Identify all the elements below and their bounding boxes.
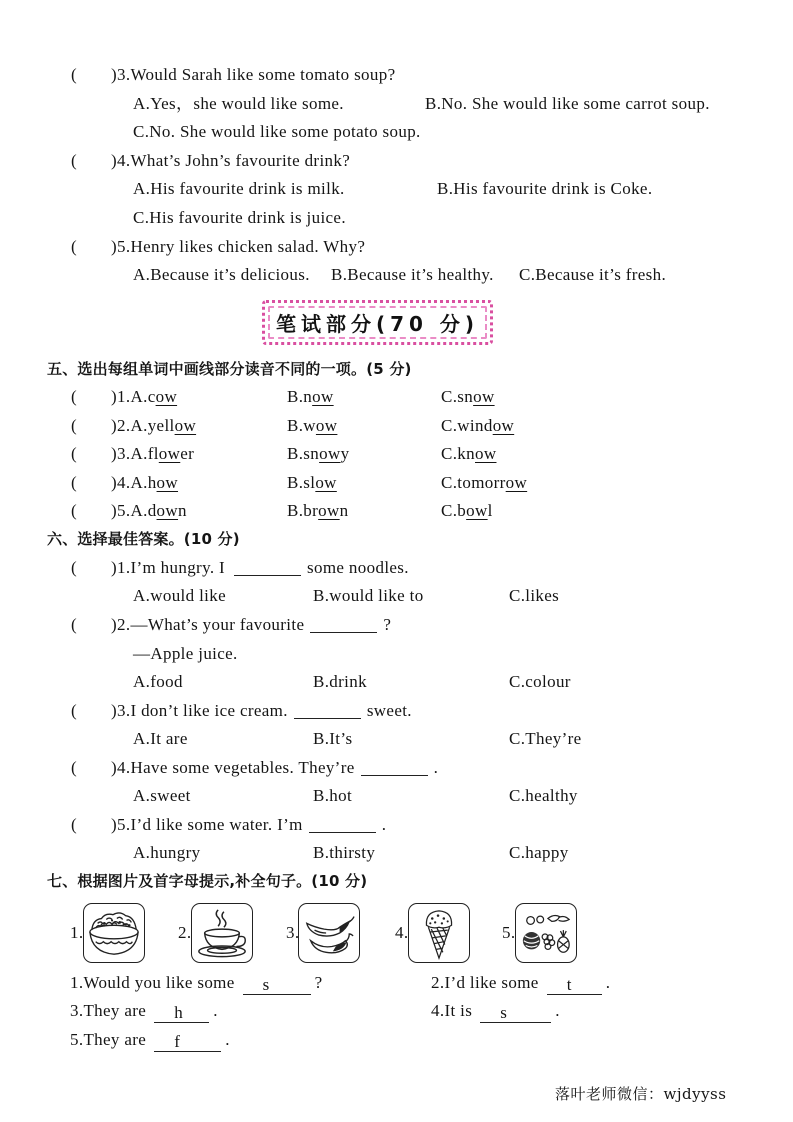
word-prefix: C.b [441, 501, 467, 520]
option-b: B.would like to [313, 586, 424, 605]
answer-bracket-close: ) [111, 558, 118, 577]
answer-bracket-close: ) [111, 615, 118, 634]
option-a: A.sweet [133, 786, 191, 805]
stem-before: 3.I don’t like ice cream. [117, 701, 288, 720]
word-prefix: C.tomorr [441, 473, 506, 492]
answer-bracket-close: ) [111, 65, 118, 84]
answer-bracket-close: ) [111, 758, 118, 777]
word-suffix: er [180, 444, 195, 463]
listening-question-4 [111, 151, 350, 171]
option-c: C.No. She would like some potato soup. [133, 122, 421, 141]
phonics-row-5-option-c [441, 501, 493, 521]
fill-blank [547, 976, 602, 995]
phonics-row-4-option-a [111, 473, 178, 493]
picture-label: 4. [395, 923, 409, 942]
answer-bracket-open: ( [71, 615, 78, 634]
listening-question-3 [111, 65, 395, 85]
answer-bracket-close: ) [111, 387, 118, 406]
picture-2-frame [191, 903, 253, 963]
banner-title: 笔试部分(70 分) [275, 312, 480, 336]
mcq-3-stem [111, 701, 412, 721]
word-suffix: l [487, 501, 493, 520]
sentence-after: . [225, 1030, 230, 1049]
stem-before: 5.I’d like some water. I’m [117, 815, 303, 834]
option-c: C.Because it’s fresh. [519, 265, 667, 284]
initial-letter-hint: s [500, 1003, 508, 1022]
listening-question-5 [111, 237, 365, 257]
answer-bracket-close: ) [111, 501, 118, 520]
salad-bowl-icon [86, 906, 142, 960]
fill-sentence-4 [431, 1001, 560, 1021]
underlined-letters: ow [174, 416, 197, 435]
initial-letter-hint: f [174, 1032, 181, 1051]
phonics-row-3-option-a [111, 444, 194, 464]
item-number: 3. [117, 444, 131, 463]
option-c: C.colour [509, 672, 571, 691]
answer-bracket-open: ( [71, 701, 78, 720]
option-b: B.thirsty [313, 843, 376, 862]
option-a: A.It are [133, 729, 188, 748]
underlined-letters: ow [156, 501, 179, 520]
option-a: A.Because it’s delicious. [133, 265, 310, 284]
option-c: C.They’re [509, 729, 582, 748]
sentence-before: 5.They are [70, 1030, 147, 1049]
written-section-banner [262, 300, 493, 345]
underlined-letters: ow [475, 444, 497, 463]
item-number: 4. [117, 473, 131, 492]
word-prefix: B.w [287, 416, 316, 435]
word-suffix: n [339, 501, 349, 520]
answer-bracket-open: ( [71, 387, 78, 406]
option-a: A.would like [133, 586, 226, 605]
option-b: B.drink [313, 672, 367, 691]
picture-4-frame [408, 903, 470, 963]
sentence-after: . [213, 1001, 218, 1020]
question-text: 4.What’s John’s favourite drink? [117, 151, 351, 170]
underlined-letters: ow [315, 473, 337, 492]
picture-label: 3. [286, 923, 300, 942]
underlined-letters: ow [315, 416, 338, 435]
fruits-icon [518, 906, 574, 960]
section-7-heading: 七、根据图片及首字母提示,补全句子。(10 分) [47, 872, 368, 890]
phonics-row-3-option-b [287, 444, 349, 464]
phonics-row-4-option-b [287, 473, 337, 493]
option-b: B.Because it’s healthy. [331, 265, 494, 284]
picture-label: 2. [178, 923, 192, 942]
phonics-row-4-option-c [441, 473, 527, 493]
answer-bracket-close: ) [111, 701, 118, 720]
option-b: B.His favourite drink is Coke. [437, 179, 653, 198]
answer-bracket-open: ( [71, 416, 78, 435]
option-c: C.healthy [509, 786, 578, 805]
word-prefix: A.c [130, 387, 156, 406]
underlined-letters: ow [473, 387, 495, 406]
fill-blank [154, 1033, 221, 1052]
sentence-before: 4.It is [431, 1001, 473, 1020]
initial-letter-hint: t [566, 975, 572, 994]
answer-blank [294, 703, 361, 719]
answer-bracket-open: ( [71, 444, 78, 463]
stem-before: 2.—What’s your favourite [117, 615, 305, 634]
word-prefix: A.yell [130, 416, 175, 435]
dialogue-reply: —Apple juice. [133, 644, 238, 663]
section-5-heading: 五、选出每组单词中画线部分读音不同的一项。(5 分) [47, 360, 412, 378]
initial-letter-hint: h [174, 1003, 184, 1022]
phonics-row-2-option-b [287, 416, 337, 436]
footer-contact: 落叶老师微信：wjdyyss [555, 1085, 727, 1103]
word-suffix: n [178, 501, 187, 520]
word-prefix: B.n [287, 387, 313, 406]
answer-bracket-close: ) [111, 237, 118, 256]
question-text: 5.Henry likes chicken salad. Why? [117, 237, 366, 256]
section-6-heading: 六、选择最佳答案。(10 分) [47, 530, 240, 548]
word-prefix: C.sn [441, 387, 474, 406]
underlined-letters: ow [318, 501, 340, 520]
word-prefix: B.sl [287, 473, 316, 492]
word-prefix: B.br [287, 501, 319, 520]
underlined-letters: ow [312, 387, 334, 406]
stem-after: ? [383, 615, 392, 634]
picture-5-frame [515, 903, 577, 963]
phonics-row-5-option-b [287, 501, 349, 521]
fill-sentence-5 [70, 1030, 230, 1050]
fill-blank [480, 1004, 551, 1023]
underlined-letters: ow [158, 444, 181, 463]
word-prefix: C.kn [441, 444, 475, 463]
picture-label: 5. [502, 923, 516, 942]
answer-bracket-close: ) [111, 815, 118, 834]
answer-bracket-close: ) [111, 151, 118, 170]
word-prefix: C.wind [441, 416, 493, 435]
option-c: C.happy [509, 843, 569, 862]
answer-bracket-open: ( [71, 65, 78, 84]
stem-before: 4.Have some vegetables. They’re [117, 758, 355, 777]
sentence-before: 3.They are [70, 1001, 147, 1020]
answer-bracket-open: ( [71, 758, 78, 777]
option-c: C.His favourite drink is juice. [133, 208, 346, 227]
stem-after: . [381, 815, 387, 834]
ice-cream-icon [411, 906, 467, 960]
option-c: C.likes [509, 586, 560, 605]
fill-blank [154, 1004, 209, 1023]
stem-after: . [433, 758, 439, 777]
word-prefix: A.d [130, 501, 157, 520]
sentence-before: 2.I’d like some [431, 973, 539, 992]
stem-after: sweet. [366, 701, 412, 720]
phonics-row-1-option-a [111, 387, 177, 407]
initial-letter-hint: s [262, 975, 270, 994]
underlined-letters: ow [492, 416, 515, 435]
picture-label: 1. [70, 923, 84, 942]
vegetables-icon [301, 906, 357, 960]
sentence-after: ? [314, 973, 323, 992]
fill-blank [243, 976, 311, 995]
answer-bracket-close: ) [111, 416, 118, 435]
option-b: B.hot [313, 786, 353, 805]
answer-bracket-open: ( [71, 558, 78, 577]
option-a: A.His favourite drink is milk. [133, 179, 345, 198]
question-text: 3.Would Sarah like some tomato soup? [117, 65, 396, 84]
answer-bracket-open: ( [71, 473, 78, 492]
fill-sentence-1 [70, 973, 323, 993]
mcq-5-stem [111, 815, 386, 835]
option-a: A.Yes，she would like some. [133, 94, 344, 113]
answer-bracket-open: ( [71, 237, 78, 256]
picture-3-frame [298, 903, 360, 963]
answer-blank [361, 760, 428, 776]
answer-blank [234, 560, 301, 576]
item-number: 2. [117, 416, 131, 435]
option-a: A.hungry [133, 843, 201, 862]
underlined-letters: ow [505, 473, 528, 492]
coffee-cup-icon [194, 906, 250, 960]
option-b: B.No. She would like some carrot soup. [425, 94, 710, 113]
phonics-row-1-option-c [441, 387, 495, 407]
underlined-letters: ow [155, 387, 178, 406]
phonics-row-3-option-c [441, 444, 496, 464]
answer-blank [310, 617, 377, 633]
word-prefix: A.fl [130, 444, 159, 463]
picture-1-frame [83, 903, 145, 963]
underlined-letters: ow [466, 501, 488, 520]
word-prefix: A.h [130, 473, 157, 492]
stem-after: some noodles. [307, 558, 409, 577]
sentence-after: . [555, 1001, 560, 1020]
answer-bracket-close: ) [111, 473, 118, 492]
underlined-letters: ow [156, 473, 179, 492]
word-suffix: y [340, 444, 350, 463]
phonics-row-2-option-c [441, 416, 514, 436]
word-prefix: B.sn [287, 444, 320, 463]
mcq-2-stem [111, 615, 391, 635]
answer-bracket-open: ( [71, 501, 78, 520]
phonics-row-1-option-b [287, 387, 334, 407]
banner-frame [268, 306, 487, 339]
sentence-after: . [605, 973, 611, 992]
sentence-before: 1.Would you like some [70, 973, 235, 992]
answer-bracket-open: ( [71, 151, 78, 170]
option-a: A.food [133, 672, 183, 691]
phonics-row-2-option-a [111, 416, 196, 436]
stem-before: 1.I’m hungry. I [117, 558, 226, 577]
underlined-letters: ow [319, 444, 341, 463]
option-b: B.It’s [313, 729, 353, 748]
answer-bracket-open: ( [71, 815, 78, 834]
item-number: 5. [117, 501, 131, 520]
fill-sentence-3 [70, 1001, 218, 1021]
answer-bracket-close: ) [111, 444, 118, 463]
fill-sentence-2 [431, 973, 610, 993]
answer-blank [309, 817, 376, 833]
phonics-row-5-option-a [111, 501, 187, 521]
mcq-1-stem [111, 558, 409, 578]
mcq-4-stem [111, 758, 438, 778]
item-number: 1. [117, 387, 131, 406]
